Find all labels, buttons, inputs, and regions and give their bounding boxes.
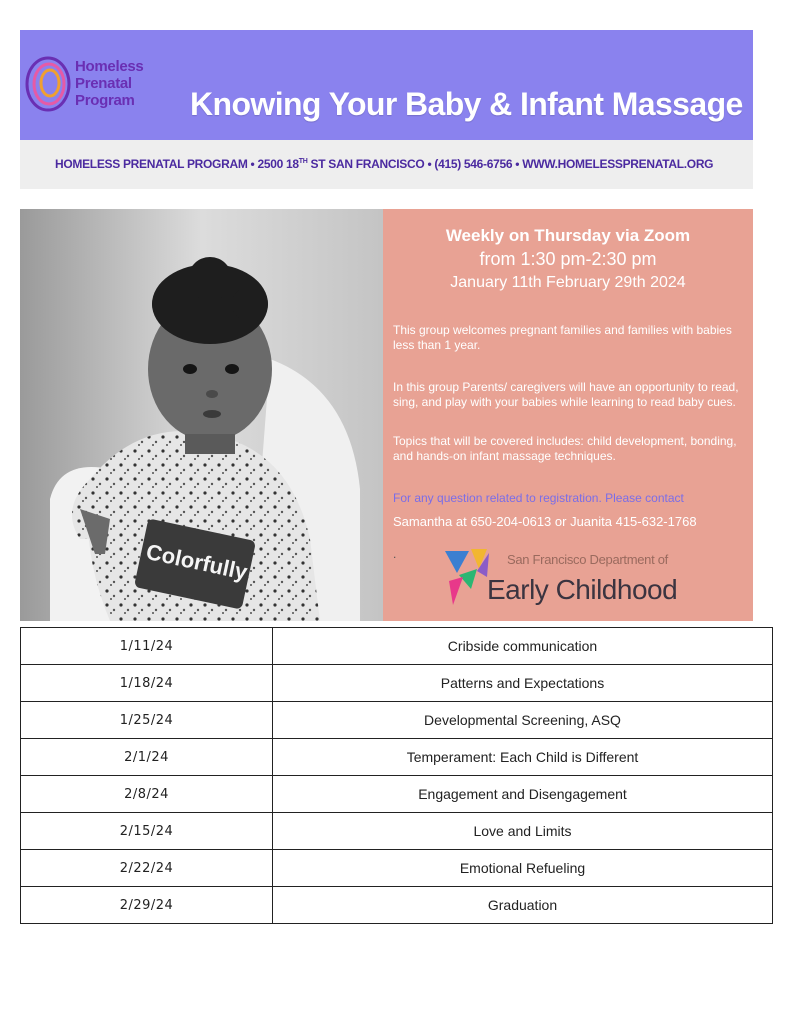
logo-early-childhood-text: Early Childhood	[487, 574, 678, 605]
session-date: 1/25/24	[21, 702, 273, 739]
schedule-dates: January 11th February 29th 2024	[450, 274, 686, 291]
event-info-panel	[383, 209, 753, 621]
session-topic: Developmental Screening, ASQ	[273, 702, 773, 739]
baby-photo	[20, 209, 383, 621]
session-topic: Graduation	[273, 887, 773, 924]
logo-line: Program	[75, 92, 135, 109]
table-row	[21, 665, 773, 702]
homeless-prenatal-logo-icon	[24, 55, 72, 113]
session-date: 2/8/24	[21, 776, 273, 813]
info-strip	[20, 140, 753, 189]
session-date: 2/15/24	[21, 813, 273, 850]
table-row	[21, 850, 773, 887]
table-row	[21, 628, 773, 665]
session-topic: Patterns and Expectations	[273, 665, 773, 702]
session-topic: Temperament: Each Child is Different	[273, 739, 773, 776]
info-text-part: ST SAN FRANCISCO • (415) 546-6756 • WWW.HOMELESSPRENATAL.ORG	[307, 157, 714, 171]
stray-dot: .	[393, 547, 397, 561]
description-paragraph: Topics that will be covered includes: child development, bonding, and hands-on infant massage techniques.	[393, 434, 737, 463]
logo-line: Prenatal	[75, 75, 132, 92]
registration-note: For any question related to registration. Please contact	[393, 491, 684, 505]
session-date: 2/1/24	[21, 739, 273, 776]
logo-wordmark	[75, 58, 143, 109]
session-schedule-table	[20, 627, 773, 924]
info-superscript: TH	[298, 158, 308, 165]
table-row	[21, 702, 773, 739]
page-title: Knowing Your Baby & Infant Massage	[190, 86, 743, 122]
session-topic: Love and Limits	[273, 813, 773, 850]
description-paragraph: In this group Parents/ caregivers will have an opportunity to read, sing, and play with your babies while learning to read baby cues.	[393, 380, 739, 409]
table-row	[21, 813, 773, 850]
contact-info-line	[55, 157, 713, 171]
session-topic: Cribside communication	[273, 628, 773, 665]
table-row	[21, 887, 773, 924]
session-date: 1/11/24	[21, 628, 273, 665]
session-topic: Emotional Refueling	[273, 850, 773, 887]
logo-department-text: San Francisco Department of	[507, 552, 668, 567]
session-date: 1/18/24	[21, 665, 273, 702]
contact-numbers: Samantha at 650-204-0613 or Juanita 415-632-1768	[393, 514, 697, 529]
schedule-frequency: Weekly on Thursday via Zoom	[445, 226, 691, 245]
table-row	[21, 776, 773, 813]
shirt-text: Colorfully	[144, 538, 250, 585]
session-topic: Engagement and Disengagement	[273, 776, 773, 813]
logo-line: Homeless	[75, 58, 144, 75]
table-row	[21, 739, 773, 776]
schedule-time: from 1:30 pm-2:30 pm	[479, 249, 657, 269]
baby-illustration	[20, 209, 383, 621]
session-date: 2/29/24	[21, 887, 273, 924]
header-banner	[20, 30, 753, 140]
session-date: 2/22/24	[21, 850, 273, 887]
description-paragraph: This group welcomes pregnant families and families with babies less than 1 year.	[393, 323, 732, 352]
info-text-part: HOMELESS PRENATAL PROGRAM • 2500 18	[55, 157, 299, 171]
